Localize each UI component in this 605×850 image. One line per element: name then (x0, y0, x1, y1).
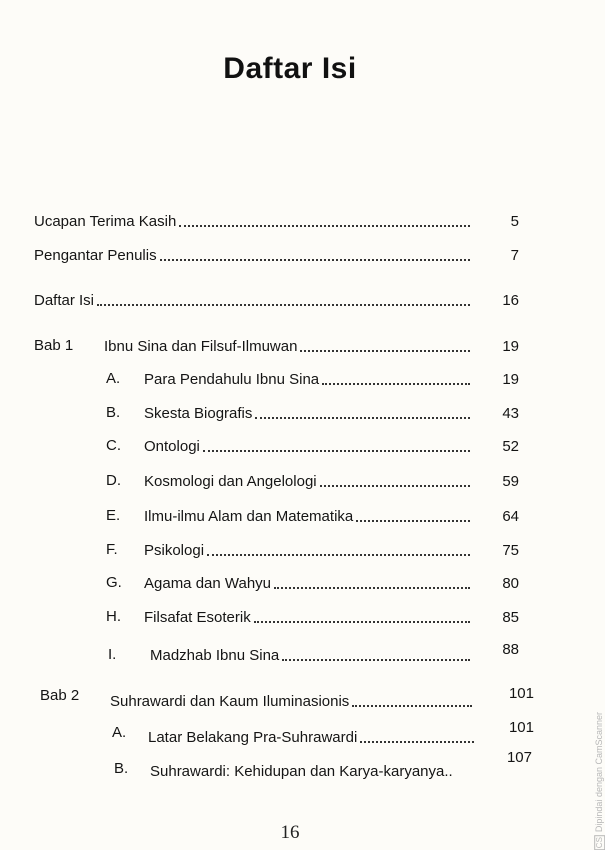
dot-leader (207, 553, 470, 556)
toc-section-label: Kosmologi dan Angelologi (144, 473, 317, 490)
section-letter: H. (106, 608, 121, 625)
toc-section[interactable] (144, 370, 519, 390)
toc-chapter-page: 101 (508, 685, 534, 702)
toc-section-page: 43 (502, 405, 519, 422)
dot-leader (352, 704, 472, 707)
toc-section-page: 75 (502, 542, 519, 559)
section-letter: A. (112, 724, 127, 741)
toc-section-page: 19 (502, 371, 519, 388)
toc-section-page: 59 (502, 473, 519, 490)
toc-entry-acknowledgements[interactable] (34, 212, 519, 232)
toc-entry-label: Pengantar Penulis (34, 247, 157, 264)
chapter-number: Bab 2 (40, 687, 80, 704)
toc-section[interactable] (150, 749, 532, 782)
toc-section-label: Ontologi (144, 438, 200, 455)
dot-leader (203, 449, 470, 452)
toc-entry-label: Daftar Isi (34, 292, 95, 309)
section-letter: I. (108, 646, 117, 663)
toc-section-label: Para Pendahulu Ibnu Sina (144, 371, 320, 388)
dot-leader-trail: .. (444, 763, 453, 780)
toc-section-label: Psikologi (144, 542, 205, 559)
section-letter: F. (106, 541, 118, 558)
toc-entry-preface[interactable] (34, 246, 519, 266)
toc-entry-page: 7 (510, 247, 519, 264)
toc-section[interactable] (144, 608, 519, 628)
section-letter: D. (106, 472, 121, 489)
toc-chapter-label: Ibnu Sina dan Filsuf-Ilmuwan (104, 338, 298, 355)
dot-leader (320, 484, 470, 487)
toc-section[interactable] (144, 507, 519, 527)
toc-section-label: Skesta Biografis (144, 405, 253, 422)
toc-section[interactable] (144, 472, 519, 492)
section-letter: B. (106, 404, 121, 421)
toc-section-page: 88 (502, 641, 519, 658)
toc-entry-label: Ucapan Terima Kasih (34, 213, 177, 230)
toc-section[interactable] (150, 641, 519, 666)
toc-section[interactable] (144, 541, 519, 561)
dot-leader (356, 519, 470, 522)
toc-entry-page: 5 (510, 213, 519, 230)
toc-section-label: Suhrawardi: Kehidupan dan Karya-karyanya (150, 763, 445, 780)
toc-chapter-2[interactable] (110, 685, 534, 712)
dot-leader (254, 620, 470, 623)
toc-chapter-page: 19 (502, 338, 519, 355)
camscanner-logo-icon: CS (595, 837, 604, 849)
toc-section[interactable] (144, 404, 519, 424)
toc-chapter-label: Suhrawardi dan Kaum Iluminasionis (110, 693, 350, 710)
toc-section-page: 80 (502, 575, 519, 592)
dot-leader (97, 303, 470, 306)
chapter-number: Bab 1 (34, 337, 74, 354)
toc-section[interactable] (144, 437, 519, 457)
toc-section-label: Madzhab Ibnu Sina (150, 647, 280, 664)
page-number: 16 (280, 822, 300, 843)
toc-section-label: Agama dan Wahyu (144, 575, 272, 592)
toc-section-page: 64 (502, 508, 519, 525)
section-letter: G. (106, 574, 122, 591)
section-letter: C. (106, 437, 121, 454)
toc-section-label: Latar Belakang Pra-Suhrawardi (148, 729, 358, 746)
toc-section[interactable] (148, 719, 534, 748)
toc-section-page: 101 (508, 719, 534, 736)
section-letter: A. (106, 370, 121, 387)
toc-section[interactable] (144, 574, 519, 594)
section-letter: E. (106, 507, 121, 524)
toc-section-page: 52 (502, 438, 519, 455)
scanner-watermark (594, 712, 605, 850)
toc-section-page: 85 (502, 609, 519, 626)
toc-chapter-1[interactable] (104, 337, 519, 357)
page-title: Daftar Isi (223, 52, 357, 85)
dot-leader (360, 740, 474, 743)
dot-leader (160, 258, 470, 261)
toc-section-label: Ilmu-ilmu Alam dan Matematika (144, 508, 354, 525)
dot-leader (300, 349, 470, 352)
toc-entry-page: 16 (502, 292, 519, 309)
dot-leader (255, 416, 470, 419)
toc-section-label: Filsafat Esoterik (144, 609, 251, 626)
dot-leader (282, 658, 470, 661)
section-letter: B. (114, 760, 129, 777)
dot-leader (179, 224, 470, 227)
watermark-text: Dipindai dengan CamScanner (594, 712, 604, 833)
toc-entry-contents[interactable] (34, 291, 519, 311)
dot-leader (322, 382, 470, 385)
toc-section-page: 107 (506, 749, 532, 766)
dot-leader (274, 586, 470, 589)
